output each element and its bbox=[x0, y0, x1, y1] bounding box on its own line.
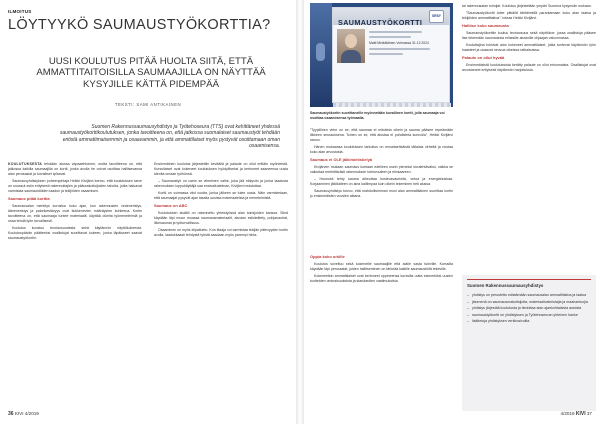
page-number: 36 bbox=[8, 411, 14, 417]
fact-box-title: Suomen Rakennussaumausyhdistys bbox=[467, 279, 591, 288]
body-paragraph bbox=[310, 262, 453, 272]
paragraph-text: Saumausalan merkitys korostuu koko ajan, kun rakennusten vedeneristys, ääneneristys ja palonkestävyys ovat tiukkenevien määräysten kohteena. Kortin tavoitteena on, että saumaaja tuntee materiaalit, käyttää oikeita työmenetelmiä ja osaa tehdä työn turvallisesti. bbox=[8, 203, 142, 223]
body-paragraph bbox=[310, 145, 453, 155]
subheading: Saumaus ei OLE jälkimietiskelyä bbox=[310, 156, 373, 162]
body-paragraph bbox=[8, 179, 142, 194]
fact-box-item: – saumaustyökortti on yhdistyksen ja Työtehoseuran yhteinen hanke bbox=[467, 313, 591, 318]
paragraph-text: – Huonosti tehty sauma aiheuttaa kosteusvaurioita, vetoa ja energiahukkaa. Korjaaminen jälkikäteen on aina kalliimpaa kuin oikein tekeminen heti alussa. bbox=[310, 177, 453, 186]
paragraph-text: tehdään alussa vapaaehtoinen, mutta tavoitteena on, että jatkossa kaikilla saumaajilla on kortti, jonka avulla he voivat osoittaa hallitsevansa alan perusasiat ja turvalliset työtavat. bbox=[8, 162, 142, 176]
card-emblem-logo: SRSY bbox=[429, 10, 444, 23]
right-page bbox=[304, 0, 600, 424]
fact-box-item: – jäsenenä on saumausurakoitsijoita, materiaalivalmistajia ja maahantuojia bbox=[467, 300, 591, 305]
body-column-1 bbox=[310, 128, 453, 248]
paragraph-text: Osaaminen on myös kilpailuetu. Kun tilaaja voi varmistaa tekijän pätevyyden kortin avulla, laadukkaasti tehdystä työstä saadaan myös parempi hinta. bbox=[154, 228, 288, 237]
card-body bbox=[333, 25, 449, 45]
body-paragraph bbox=[154, 211, 288, 226]
magazine-name: KIVI bbox=[14, 411, 24, 416]
subheading: Saumaus on ABC bbox=[154, 203, 188, 209]
paragraph-text: Saumaustyökorttiin kuuluu teoriaosuus sekä näyttökoe, jossa osallistuja pääsee itse tekemään saumauksia erilaisille alustoille ohjaajan valvonnassa. bbox=[462, 31, 596, 40]
subheading: Palaute on ollut hyvää bbox=[462, 55, 505, 60]
card-title: SAUMAUSTYÖKORTTI bbox=[338, 18, 423, 27]
body-paragraph bbox=[154, 179, 288, 189]
photo-caption: Saumaustyökortin suorittaneille myönnetään kuvallinen kortti, jolla saumaaja voi osoittaa osaamisensa työmaalla. bbox=[310, 111, 445, 120]
paragraph-text: – Saumaustyö on usein se viimeinen vaihe, joka jää näkyviin ja jonka laadusta rakennuksen loppukäyttäjä saa ensivaikutelman, Kivijärvi muistuttaa. bbox=[154, 179, 288, 188]
body-paragraph bbox=[310, 165, 453, 175]
body-column-1 bbox=[8, 162, 142, 406]
paragraph-text: Koulutus koostuu teoriaosuudesta sekä käytännön näyttökokeesta. Koulutuspäivän päätteeksi osallistujat suorittavat kokeen, jonka läpäisseet saavat saumaustyökortin. bbox=[8, 225, 142, 240]
folio-right bbox=[561, 411, 592, 417]
fact-box-item: – lisätietoja yhdistyksen verkkosivuilta bbox=[467, 319, 591, 324]
body-paragraph bbox=[154, 191, 288, 201]
card-header bbox=[333, 8, 449, 25]
magazine-name: KIVI bbox=[575, 411, 586, 417]
body-paragraph bbox=[8, 226, 142, 241]
fact-box-list bbox=[467, 293, 591, 324]
subheading: Saumaus pitää korttia bbox=[8, 195, 50, 201]
paragraph-text: Koulutuksen sisältö on rakennettu yhteistyössä alan toimijoiden kanssa. Siinä käydään läpi muun muassa saumausmateriaalit, alustan esikäsittely, pohjanauhat, liikesaumat ja työturvallisuus. bbox=[154, 211, 288, 225]
paragraph-text: Kortti on voimassa viisi vuotta, jonka jälkeen se tulee uusia. Näin varmistetaan, että saumaajat pysyvät ajan tasalla uusista materiaaleista ja menetelmistä. bbox=[154, 191, 288, 201]
paragraph-text: ”Saumaustyökortti tulee pitkällä tähtäimellä parantamaan koko alan laatua ja tekijöiden ammattitaitoa”, toteaa Heikki Kivijärvi. bbox=[462, 11, 596, 21]
folio-left bbox=[8, 411, 39, 417]
body-paragraph bbox=[310, 274, 453, 284]
body-paragraph bbox=[310, 128, 453, 143]
fact-box bbox=[462, 275, 596, 411]
body-column-1-cont bbox=[310, 252, 453, 408]
paragraph-text: Kouluttajina toimivat alan kokeneet ammattilaiset, jotka tuntevat käytännön työn haasteet ja osaavat neuvoa oikeissa ratkaisuissa. bbox=[462, 43, 596, 53]
work-card bbox=[332, 7, 450, 103]
paragraph-text: Saumausyhdistys toivoo, että mahdollisimman moni alan ammattilainen suorittaa kortin jo ensimmäisten vuosien aikana. bbox=[310, 189, 453, 199]
body-paragraph bbox=[462, 4, 596, 9]
card-line bbox=[369, 36, 411, 38]
left-page bbox=[0, 0, 296, 424]
hand-thumb bbox=[310, 3, 332, 107]
paragraph-text: ”Tyypillinen virhe on se, että saumaa ei mitoiteta oikein ja sauma pääsee repeämään liikkeen seurauksena. Toinen on se, että alustaa ei puhdisteta kunnolla”, Heikki Kivijärvi sanoo. bbox=[310, 128, 453, 142]
paragraph-text: Koulutus soveltuu sekä kokeneille saumaajille että alalle vasta tuleville. Kurssilla käydään läpi perusasiat, joiden hallitseminen on tärkeää kaikille saumaustöitä tekeville. bbox=[310, 261, 453, 271]
body-paragraph bbox=[310, 177, 453, 187]
body-paragraph bbox=[8, 204, 142, 224]
body-column-2 bbox=[462, 4, 596, 270]
page-number: 37 bbox=[586, 411, 592, 416]
fact-box-item: – yhdistys järjestää koulutusta ja tiedottaa alan ajankohtaisista asioista bbox=[467, 306, 591, 311]
card-line bbox=[369, 48, 430, 50]
issue-number: 4/2019 bbox=[24, 411, 39, 416]
card-portrait bbox=[337, 29, 365, 63]
subheading: Oppia koko urkille bbox=[310, 254, 345, 259]
body-paragraph bbox=[154, 228, 288, 238]
paragraph-text: Kokeneetkin ammattilaiset ovat kertoneet oppineensa kurssilla uutta esimerkiksi uusien tuotteiden ominaisuuksista ja standardien vaatimuksista. bbox=[310, 274, 453, 283]
body-paragraph bbox=[462, 31, 596, 41]
body-paragraph bbox=[310, 189, 453, 199]
article-deck: UUSI KOULUTUS PITÄÄ HUOLTA SIITÄ, ETTÄ AMMATTITAITOISILLA SAUMAAJILLA ON NÄYTTÄÄ KYSYJILLE KÄTTÄ PIDEMPÄÄ bbox=[36, 56, 266, 90]
body-paragraph bbox=[154, 162, 288, 177]
card-line bbox=[369, 53, 403, 55]
body-paragraph bbox=[462, 63, 596, 73]
byline: TEKSTI: SAMI ANTIKAINEN bbox=[114, 102, 182, 107]
card-photo bbox=[310, 3, 453, 107]
paragraph-text: Ensimmäisistä koulutuksista kerätty palaute on ollut erinomaista. Osallistujat ovat arvostaneet erityisesti käytännön harjoituksia. bbox=[462, 62, 596, 72]
card-info bbox=[369, 31, 445, 58]
paragraph-text: Saumausyhdistyksen puheenjohtaja Heikki Kivijärvi kertoo, että koulutuksen tarve on noussut esiin erityisesti rakennuttajien ja pääurakoitsijoiden taholta, jotka haluavat varmistaa saumaustöiden laadun ja tekijöiden osaamisen. bbox=[8, 179, 142, 193]
paragraph-text: Kivijärven mukaan saumaus koetaan edelleen usein pieneksi sivutehtäväksi, vaikka se vaikuttaa merkittävästi rakennuksen toimivuuteen ja elinkaareen. bbox=[310, 164, 453, 174]
body-paragraph bbox=[8, 162, 142, 177]
card-line bbox=[369, 31, 422, 33]
card-stripe bbox=[333, 103, 451, 107]
paragraph-text: tai rakennusalan toimijat. Koulutus järjestetään ympäri Suomea kysynnän mukaan. bbox=[462, 4, 592, 8]
spread-gutter bbox=[296, 0, 304, 424]
intro-paragraph: Suomen Rakennussaumausyhdistys ja Työtehoseura (TTS) ovat kehittäneet yhdessä saumaustyökorttikoulutuksen, jonka tavoitteena on, että jatkossa suomalaiset saumaustyöt tehdään entistä ammattimaisemmin ja osaavammin, ja että ammattilaiset myös pystyvät osoittamaan oman osaamisensa. bbox=[59, 124, 280, 149]
fact-box-item: – yhdistys on perustettu edistämään saumausalan ammattitaitoa ja laatua bbox=[467, 293, 591, 298]
body-paragraph bbox=[462, 11, 596, 21]
body-column-2 bbox=[154, 162, 288, 406]
body-paragraph bbox=[462, 43, 596, 53]
card-holder-text: Matti Meikäläinen Voimassa 31.12.2024 bbox=[369, 41, 429, 45]
paragraph-text: Hänen mukaansa koulutuksen tarkoitus on ennaltaehkäistä tällaisia virheitä ja nostaa koko alan arvostusta. bbox=[310, 145, 453, 154]
paragraph-text: Ensimmäinen koulutus järjestettiin keväällä ja palaute on ollut erittäin myönteistä. Kurssilaiset ovat kokeneet koulutuksen hyödylliseksi ja kertoneet saaneensa uusia ideoita omaan työhönsä. bbox=[154, 162, 288, 176]
issue-number: 4/2019 bbox=[560, 411, 575, 416]
section-kicker: ILMOITUS bbox=[8, 9, 32, 14]
article-headline: LÖYTYYKÖ SAUMAUSTYÖKORTTIA? bbox=[8, 17, 271, 33]
subheading: Hallitse koko saumausta bbox=[462, 23, 509, 29]
lead-in: KOULUTUKSESTA bbox=[8, 162, 43, 166]
